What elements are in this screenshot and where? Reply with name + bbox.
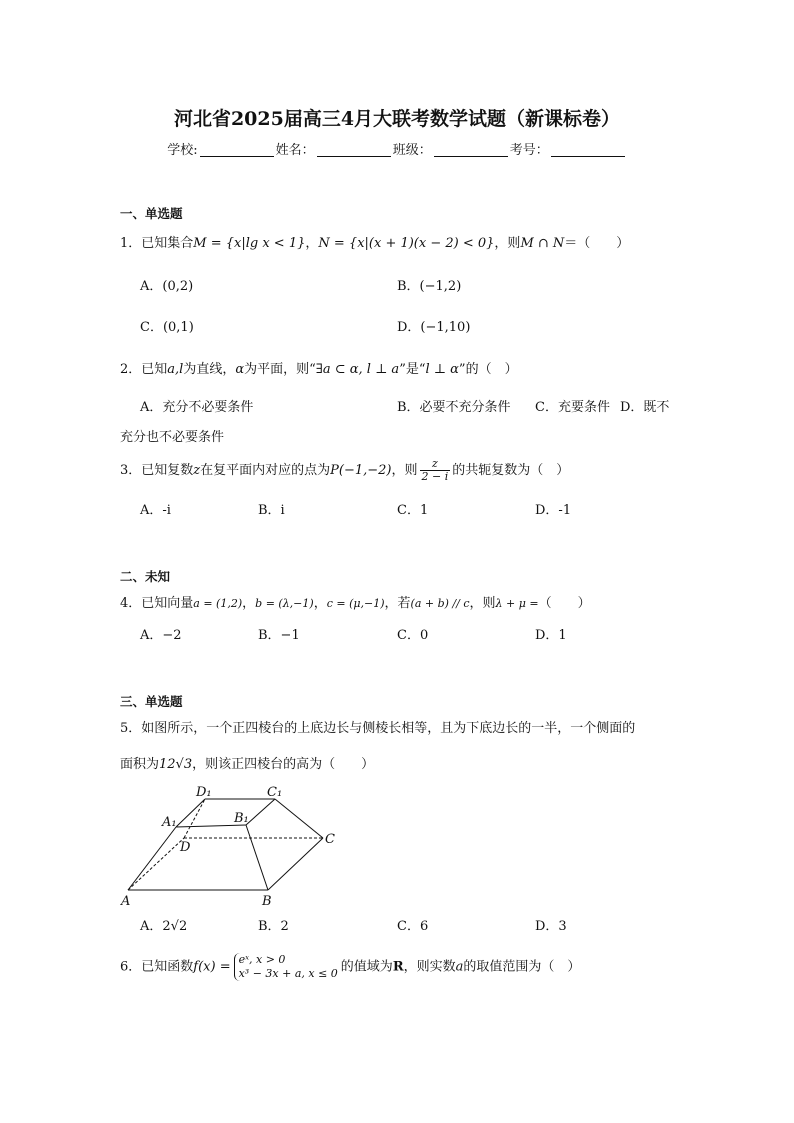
q4-cond: (a + b) // c xyxy=(410,597,470,610)
q3-frac-den: 2 − i xyxy=(421,470,449,483)
q3-text-c: ，则 xyxy=(391,463,418,478)
question-5-line-1: 5．如图所示，一个正四棱台的上底边长与侧棱长相等，且为下底边长的一半，一个侧面的 xyxy=(120,721,636,736)
q4-sep1: ， xyxy=(242,596,256,611)
q4-expr: λ + μ = xyxy=(495,597,539,610)
q4-text-b: ，若 xyxy=(384,596,411,611)
q3-z: z xyxy=(193,463,201,478)
q4-sep2: ， xyxy=(313,596,327,611)
edge-cc1 xyxy=(275,799,323,838)
frustum-figure xyxy=(118,780,358,910)
class-label: 班级： xyxy=(392,143,432,158)
q4-text-c: ，则 xyxy=(469,596,496,611)
q4-option-d[interactable]: D．1 xyxy=(535,628,567,643)
q5-option-b[interactable]: B．2 xyxy=(258,919,289,934)
class-blank[interactable] xyxy=(434,144,508,157)
q1-set-n: N = {x|(x + 1)(x − 2) < 0} xyxy=(318,236,495,251)
q2-text-d: ”是“ xyxy=(399,362,426,377)
section-heading-1: 一、单选题 xyxy=(120,206,183,221)
q6-func: f(x) = xyxy=(193,959,231,975)
edge-ad-hidden xyxy=(128,838,184,890)
q5-option-c[interactable]: C．6 xyxy=(397,919,429,934)
q3-option-a[interactable]: A．-i xyxy=(140,503,171,518)
q4-text-a: 4．已知向量 xyxy=(120,596,194,611)
label-b1: B₁ xyxy=(234,811,249,826)
edge-dd1-hidden xyxy=(184,799,205,838)
edge-a1d1 xyxy=(176,799,205,827)
q1-expr: M ∩ N xyxy=(520,236,565,251)
page-title: 河北省2025届高三4月大联考数学试题（新课标卷） xyxy=(173,108,621,130)
q1-text-c: ＝（ ） xyxy=(564,236,630,251)
question-1 xyxy=(120,232,629,251)
label-d: D xyxy=(180,840,191,855)
q2-cond1: ∃a ⊂ α, l ⊥ a xyxy=(315,362,400,377)
student-info-line xyxy=(0,139,794,158)
q2-option-d[interactable]: D．既不 xyxy=(620,400,670,415)
q2-text-c: 为平面，则“ xyxy=(244,362,316,377)
q3-fraction xyxy=(420,458,451,483)
q2-option-d-cont: 充分也不必要条件 xyxy=(120,430,225,445)
section-heading-2: 二、未知 xyxy=(120,569,171,584)
q2-vars: a,l xyxy=(167,362,184,377)
q3-text-b: 在复平面内对应的点为 xyxy=(200,463,331,478)
q2-alpha: α xyxy=(235,362,245,377)
q6-a: a xyxy=(455,959,464,975)
name-blank[interactable] xyxy=(317,144,391,157)
school-blank[interactable] xyxy=(200,144,274,157)
label-b: B xyxy=(262,894,272,909)
question-4 xyxy=(120,592,591,611)
label-a: A xyxy=(121,894,131,909)
q6-case-2: x³ − 3x + a, x ≤ 0 xyxy=(238,967,338,980)
q2-text-b: 为直线， xyxy=(183,362,236,377)
q3-option-c[interactable]: C．1 xyxy=(397,503,429,518)
q5-line2-b: ，则该正四棱台的高为（ ） xyxy=(192,757,375,772)
q2-option-a[interactable]: A．充分不必要条件 xyxy=(140,400,254,415)
id-blank[interactable] xyxy=(551,144,625,157)
q5-area: 12√3 xyxy=(159,757,193,772)
q6-R: R xyxy=(392,959,404,975)
q2-text-e: ”的（ ） xyxy=(458,362,518,377)
q4-text-d: （ ） xyxy=(538,596,591,611)
q4-option-b[interactable]: B．−1 xyxy=(258,628,300,643)
q5-option-d[interactable]: D．3 xyxy=(535,919,567,934)
q6-text-d: 的取值范围为（ ） xyxy=(463,959,581,975)
name-label: 姓名： xyxy=(275,143,315,158)
q6-piecewise xyxy=(234,953,338,981)
edge-aa1 xyxy=(128,827,176,890)
label-a1: A₁ xyxy=(162,815,177,830)
q4-vec-a: a = (1,2) xyxy=(193,597,243,610)
label-c1: C₁ xyxy=(267,785,283,800)
edge-b1c1 xyxy=(246,799,275,825)
q2-option-c[interactable]: C．充要条件 xyxy=(535,400,610,415)
label-d1: D₁ xyxy=(196,785,212,800)
q3-point: P(−1,−2) xyxy=(330,463,392,478)
q1-sep: ， xyxy=(305,236,319,251)
q4-option-c[interactable]: C．0 xyxy=(397,628,429,643)
q4-vec-c: c = (μ,−1) xyxy=(326,597,385,610)
q1-option-d[interactable]: D．(−1,10) xyxy=(397,320,471,335)
q6-text-a: 6．已知函数 xyxy=(120,959,194,975)
q6-case-1: eˣ, x > 0 xyxy=(238,953,286,966)
q6-text-b: 的值域为 xyxy=(340,959,393,975)
q2-cond2: l ⊥ α xyxy=(425,362,459,377)
q3-option-b[interactable]: B．i xyxy=(258,503,285,518)
q1-option-a[interactable]: A．(0,2) xyxy=(140,279,194,294)
q1-option-c[interactable]: C．(0,1) xyxy=(140,320,194,335)
q3-option-d[interactable]: D．-1 xyxy=(535,503,572,518)
q3-text-d: 的共轭复数为（ ） xyxy=(452,463,570,478)
q6-text-c: ，则实数 xyxy=(403,959,456,975)
question-5-line-2 xyxy=(120,753,374,772)
q2-text-a: 2．已知 xyxy=(120,362,168,377)
q2-option-b[interactable]: B．必要不充分条件 xyxy=(397,400,511,415)
q3-text-a: 3．已知复数 xyxy=(120,463,194,478)
label-c: C xyxy=(325,832,335,847)
q5-line2-a: 面积为 xyxy=(120,757,160,772)
id-label: 考号： xyxy=(509,143,549,158)
q4-option-a[interactable]: A．−2 xyxy=(140,628,182,643)
q5-option-a[interactable]: A．2√2 xyxy=(140,919,188,934)
q1-set-m: M = {x|lg x < 1} xyxy=(193,236,306,251)
school-label: 学校: xyxy=(167,143,198,158)
question-2 xyxy=(120,358,518,377)
q1-text-b: ，则 xyxy=(494,236,521,251)
section-heading-3: 三、单选题 xyxy=(120,694,183,709)
q1-option-b[interactable]: B．(−1,2) xyxy=(397,279,462,294)
edge-bc xyxy=(268,838,323,890)
question-3 xyxy=(120,458,569,483)
q1-text-a: 1．已知集合 xyxy=(120,236,194,251)
q3-frac-num: z xyxy=(420,458,451,471)
q4-vec-b: b = (λ,−1) xyxy=(255,597,314,610)
edge-bb1 xyxy=(246,825,268,890)
question-6 xyxy=(120,953,580,981)
